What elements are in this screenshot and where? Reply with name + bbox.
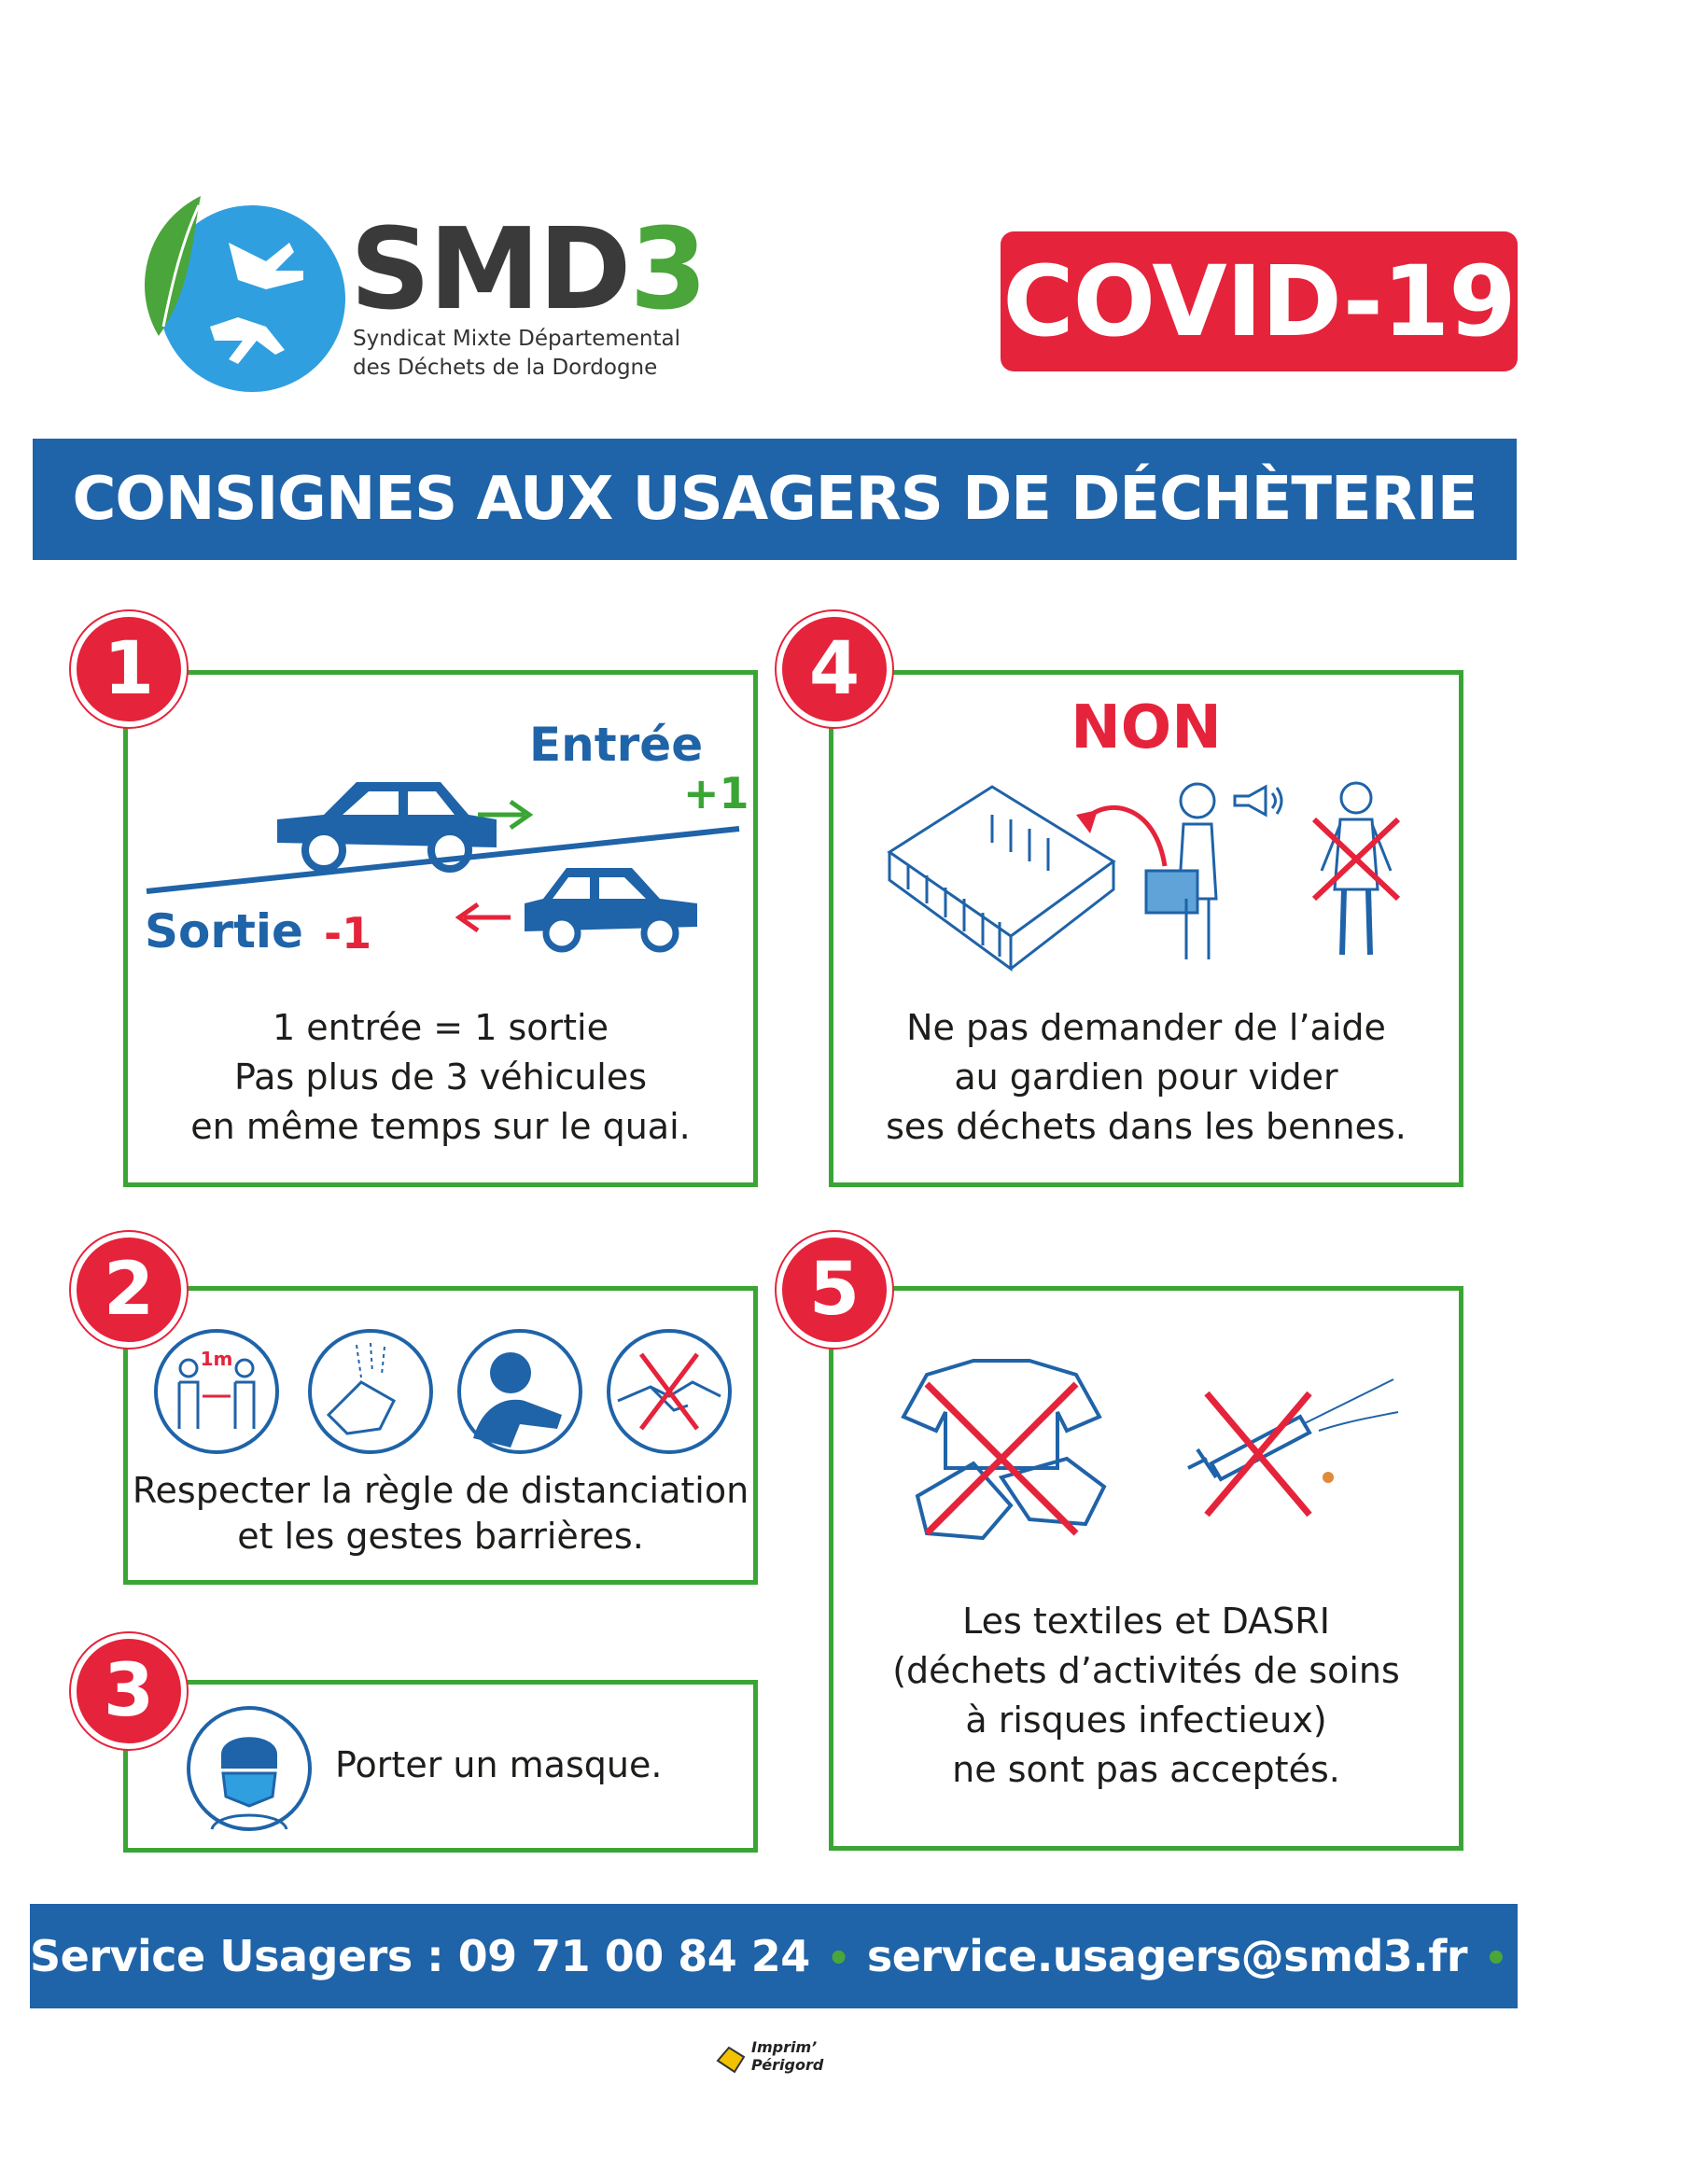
person-carrying-icon xyxy=(1141,777,1244,964)
guardian-crossed-icon xyxy=(1305,777,1407,964)
panel-2-text: Respecter la règle de distanciation et les gestes barrières. xyxy=(132,1470,749,1557)
printer-mark-icon xyxy=(714,2044,748,2076)
distance-icon xyxy=(151,1326,282,1457)
entry-count: +1 xyxy=(683,768,749,818)
panel-4-text: Ne pas demander de l’aide au gardien pour vider ses déchets dans les bennes. xyxy=(886,1007,1407,1147)
separator-dot: • xyxy=(826,1937,850,1980)
smd3-logo xyxy=(126,187,706,411)
hands-leaf-icon xyxy=(126,187,350,411)
megaphone-icon xyxy=(1230,782,1286,819)
textiles-crossed-icon xyxy=(889,1347,1113,1571)
footer-contact-bar xyxy=(30,1904,1708,2008)
entry-label: Entrée xyxy=(529,718,704,772)
cough-elbow-icon xyxy=(455,1326,585,1457)
panel-1-text: 1 entrée = 1 sortie Pas plus de 3 véhicules en même temps sur le quai. xyxy=(190,1007,691,1147)
panel-5 xyxy=(829,1286,1463,1851)
svg-text:1m: 1m xyxy=(200,1348,233,1370)
separator-dot: • xyxy=(1484,1937,1508,1980)
step-badge-3: 3 xyxy=(71,1633,187,1749)
panel-1 xyxy=(123,670,758,1187)
logo-subtitle: Syndicat Mixte Départemental des Déchets de la Dordogne xyxy=(353,327,680,380)
covid-badge: COVID-19 xyxy=(1001,231,1518,371)
logo-title: SMD3 xyxy=(350,205,706,335)
step-badge-2: 2 xyxy=(71,1232,187,1348)
arrow-left-icon xyxy=(450,899,515,936)
exit-label: Sortie xyxy=(145,904,303,958)
syringe-crossed-icon xyxy=(1179,1375,1403,1524)
panel-5-text: Les textiles et DASRI (déchets d’activités de soins à risques infectieux) ne sont pas acceptés. xyxy=(892,1601,1400,1790)
service-email[interactable]: service.usagers@smd3.fr xyxy=(866,1931,1468,1981)
non-heading: NON xyxy=(1071,693,1222,762)
website-link[interactable]: smd3.fr xyxy=(1524,1931,1708,1981)
service-phone[interactable]: Service Usagers : 09 71 00 84 24 xyxy=(30,1931,810,1981)
car-exiting-icon xyxy=(520,857,707,959)
printer-logo xyxy=(714,2036,845,2083)
hand-washing-icon xyxy=(305,1326,436,1457)
step-badge-4: 4 xyxy=(777,611,892,727)
step-badge-5: 5 xyxy=(777,1232,892,1348)
panel-4 xyxy=(829,670,1463,1187)
no-handshake-icon xyxy=(604,1326,735,1457)
exit-count: -1 xyxy=(324,908,372,958)
panel-2 xyxy=(123,1286,758,1585)
page-title: CONSIGNES AUX USAGERS DE DÉCHÈTERIE xyxy=(33,439,1517,560)
step-badge-1: 1 xyxy=(71,611,187,727)
panel-3-text: Porter un masque. xyxy=(335,1744,663,1785)
mask-face-icon xyxy=(184,1703,315,1834)
panel-3 xyxy=(123,1680,758,1853)
printer-name: Imprim’ Périgord xyxy=(751,2038,824,2074)
